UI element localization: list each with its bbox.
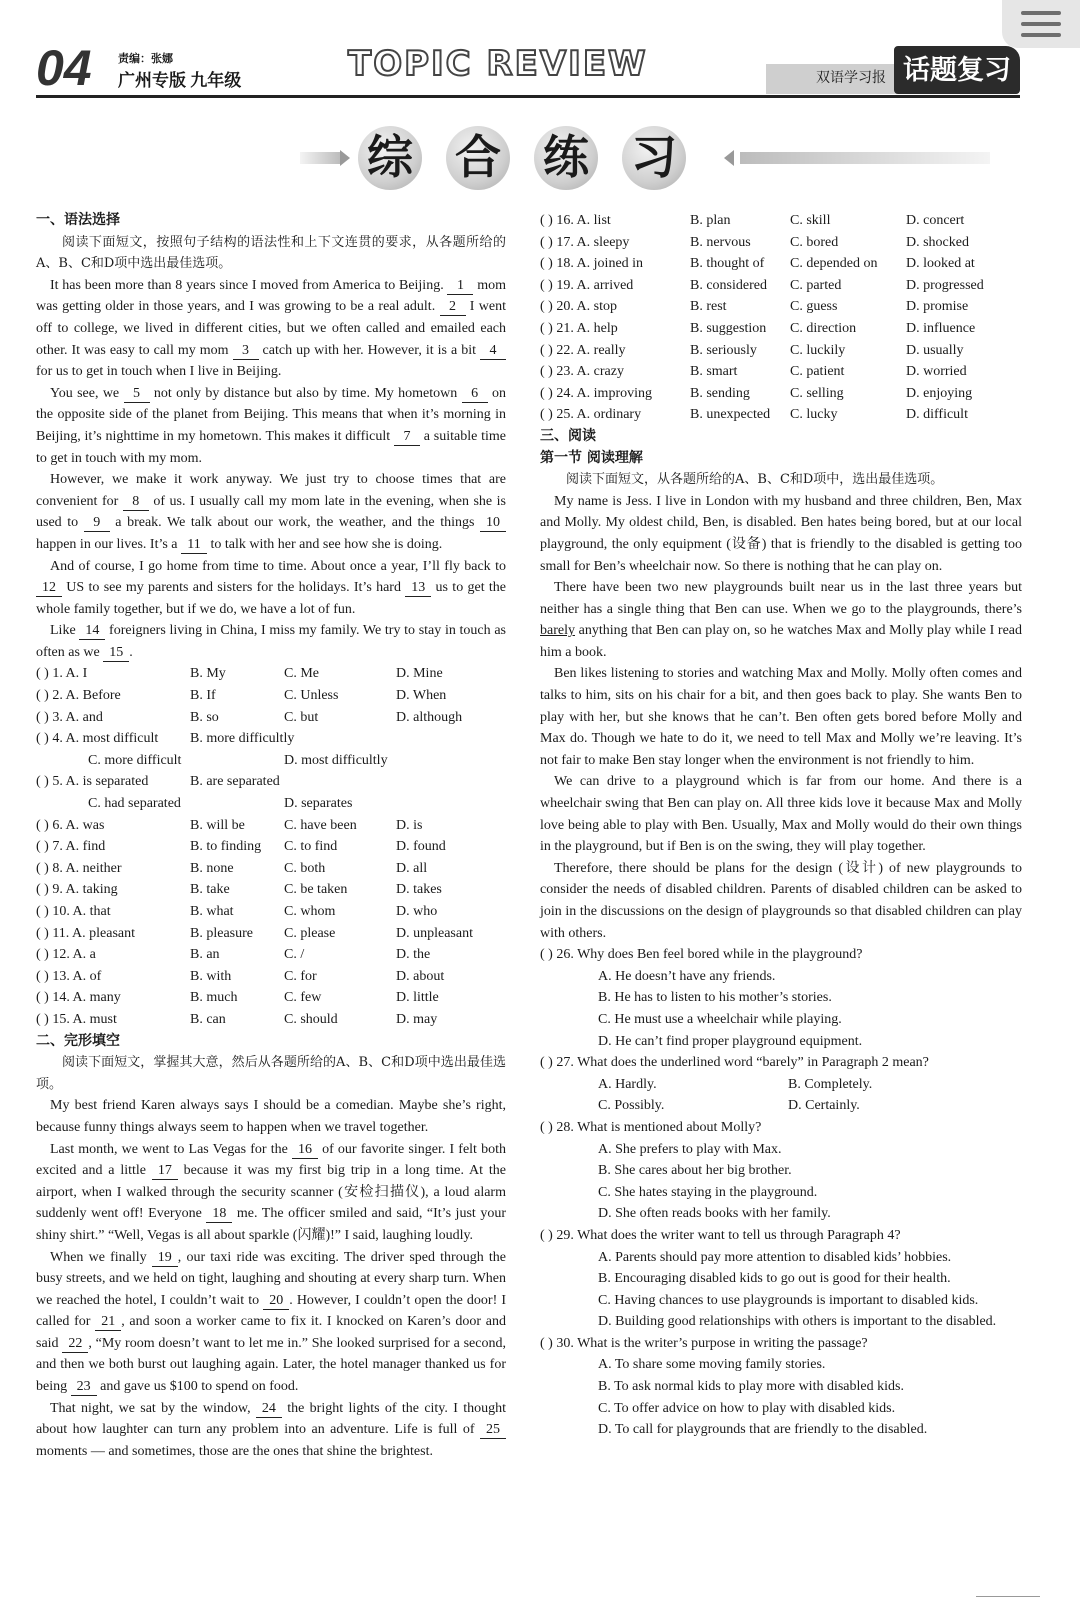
answer-blank: 11 xyxy=(181,537,207,554)
answer-blank: 19 xyxy=(152,1250,178,1267)
option-label: ( ) 1. A. I xyxy=(36,666,88,682)
passage-paragraph: You see, we 5 not only by distance but also by time. My hometown 6 on the opposite side of the planet from Beijing. This means that when it’s morning in Beijing, it’s nighttime in my hometown. This makes it difficult 7 a suitable time to get in touch with my mom. xyxy=(36,385,506,466)
answer-choice: A. Parents should pay more attention to disabled kids’ hobbies. xyxy=(598,1249,952,1265)
option-choice: D. usually xyxy=(906,342,964,358)
option-choice: D. shocked xyxy=(906,234,969,250)
answer-blank: 23 xyxy=(71,1379,97,1396)
option-choice: B. are separated xyxy=(190,774,280,790)
answer-choice: C. Possibly. xyxy=(598,1098,665,1114)
option-choice: C. be taken xyxy=(284,882,348,898)
option-choice: B. to finding xyxy=(190,839,262,855)
answer-blank: 21 xyxy=(95,1314,121,1331)
option-label: ( ) 4. A. most difficult xyxy=(36,731,159,747)
passage-paragraph: It has been more than 8 years since I moved from America to Beijing. 1 mom was getting older in those years, and I was growing to be a real adult. 2 I went off to college, we lived in different cities, but we often called and emailed each other. It was easy to call my mom 3 catch up with her. However, it is a bit 4 for us to get in touch when I live in Beijing. xyxy=(36,277,507,380)
option-choice: C. lucky xyxy=(790,407,838,423)
option-choice: B. considered xyxy=(690,277,767,293)
option-label: ( ) 13. A. of xyxy=(36,968,102,984)
option-choice: C. luckily xyxy=(790,342,846,358)
option-choice: B. none xyxy=(190,860,234,876)
underlined-word: barely xyxy=(540,623,575,639)
passage-paragraph: There have been two new playgrounds built near us in the last three years but neither has a single thing that Ben can use. When we go to the playgrounds, there’s barely anything that Ben can play on, so he watches Max and Molly play while I read him a book. xyxy=(540,580,1022,660)
answer-blank: 6 xyxy=(462,386,488,403)
answer-choice: C. He must use a wheelchair while playing. xyxy=(598,1011,842,1027)
answer-blank: 12 xyxy=(36,580,62,597)
option-row xyxy=(36,685,506,707)
option-choice: D. may xyxy=(396,1011,438,1027)
question-stem: ( ) 26. Why does Ben feel bored while in the playground? xyxy=(540,947,863,963)
option-label: ( ) 23. A. crazy xyxy=(540,364,624,380)
editor-credit: 责编：张娜 xyxy=(118,53,173,65)
option-choice: C. but xyxy=(284,709,319,725)
option-row xyxy=(540,232,1022,254)
option-choice: B. suggestion xyxy=(690,320,767,336)
answer-choice-row xyxy=(540,1074,1022,1096)
answer-blank: 18 xyxy=(206,1206,232,1223)
option-choice: C. / xyxy=(284,947,305,963)
option-label: ( ) 21. A. help xyxy=(540,320,618,336)
reading-passage xyxy=(540,491,1022,944)
option-choice: D. enjoying xyxy=(906,385,973,401)
option-choice: C. both xyxy=(284,860,326,876)
option-choice: D. worried xyxy=(906,364,967,380)
banner-bar-left xyxy=(300,152,340,164)
question-stem: ( ) 30. What is the writer’s purpose in writing the passage? xyxy=(540,1335,868,1351)
option-row xyxy=(36,987,506,1009)
option-choice: B. smart xyxy=(690,364,738,380)
option-label: ( ) 25. A. ordinary xyxy=(540,407,642,423)
banner-arrow-left-icon xyxy=(340,150,350,166)
answer-choice: B. To ask normal kids to play more with disabled kids. xyxy=(598,1379,904,1395)
grammar-section-title: 一、语法选择 xyxy=(36,212,120,228)
option-row xyxy=(36,836,506,858)
answer-choice: B. He has to listen to his mother’s stories. xyxy=(598,990,832,1006)
answer-choice: D. Certainly. xyxy=(788,1098,860,1114)
cloze-instruction: 阅读下面短文，掌握其大意，然后从各题所给的A、B、C和D项中选出最佳选项。 xyxy=(36,1055,506,1092)
option-row xyxy=(36,923,506,945)
option-row xyxy=(36,966,506,988)
answer-choice: A. He doesn’t have any friends. xyxy=(598,968,776,984)
option-choice: B. with xyxy=(190,968,232,984)
option-label: ( ) 6. A. was xyxy=(36,817,105,833)
answer-blank: 4 xyxy=(480,343,506,360)
option-label: ( ) 14. A. many xyxy=(36,990,121,1006)
option-label: ( ) 15. A. must xyxy=(36,1011,117,1027)
option-label: ( ) 16. A. list xyxy=(540,213,611,228)
passage-paragraph: Ben likes listening to stories and watching Max and Molly. Molly often comes and talks to him, sits on his chair for a bit, and then goes back to play. She wants Ben to play with her, but she knows that he can’t. Ben often gets bored before Molly and Max do. Though we hate to do it, we need to tell Max and Molly we’re leaving. It’s not fair to make Ben stay longer when the environment is not friendly to him. xyxy=(540,666,1022,768)
option-choice: C. patient xyxy=(790,364,845,380)
option-choice: C. depended on xyxy=(790,256,878,272)
option-row xyxy=(540,296,1022,318)
answer-blank: 24 xyxy=(256,1401,282,1418)
option-choice: C. selling xyxy=(790,385,844,401)
passage-paragraph: And of course, I go home from time to time. About once a year, I’ll fly back to 12 US to see my parents and sisters for the holidays. It’s hard 13 us to get the whole family together, but if we do, we have a lot of fun. xyxy=(36,558,507,617)
answer-blank: 8 xyxy=(123,494,149,511)
option-choice: D. who xyxy=(396,904,438,919)
option-choice: B. rest xyxy=(690,299,727,315)
answer-blank: 10 xyxy=(480,515,506,532)
passage-paragraph: However, we make it work anyway. We just try to choose times that are convenient for 8 of us. I usually call my mom late in the evening, when she is used to 9 a break. We talk about our work, the weather, and the things 10 happen in our lives. It’s a 11 to talk with her and see how she is doing. xyxy=(36,472,507,552)
option-label: ( ) 18. A. joined in xyxy=(540,256,644,272)
option-row xyxy=(36,858,506,880)
option-row xyxy=(540,361,1022,383)
option-choice: C. bored xyxy=(790,234,839,250)
option-choice: B. more difficultly xyxy=(190,731,295,747)
option-choice: C. had separated xyxy=(88,796,181,812)
answer-blank: 25 xyxy=(480,1422,506,1439)
option-choice: D. found xyxy=(396,839,446,855)
option-choice: D. although xyxy=(396,709,463,725)
answer-choice: A. Hardly. xyxy=(598,1076,657,1092)
option-choice: D. about xyxy=(396,968,445,984)
answer-choice: A. She prefers to play with Max. xyxy=(598,1141,782,1157)
grammar-instruction: 阅读下面短文，按照句子结构的语法性和上下文连贯的要求，从各题所给的A、B、C和D项中选出最佳选项。 xyxy=(36,234,506,272)
page-footer-rule xyxy=(976,1596,1040,1606)
option-choice: B. can xyxy=(190,1011,226,1027)
reading-instruction: 阅读下面短文，从各题所给的A、B、C和D项中，选出最佳选项。 xyxy=(566,472,944,488)
option-choice: C. direction xyxy=(790,320,857,336)
option-label: ( ) 3. A. and xyxy=(36,709,103,725)
option-choice: C. more difficult xyxy=(88,752,182,768)
option-choice: C. guess xyxy=(790,299,838,315)
option-row xyxy=(540,253,1022,275)
option-row xyxy=(540,318,1022,340)
option-label: ( ) 24. A. improving xyxy=(540,385,652,401)
option-choice: C. should xyxy=(284,1011,338,1027)
answer-choice: C. To offer advice on how to play with disabled kids. xyxy=(598,1400,896,1416)
edition-label: 广州专版 九年级 xyxy=(118,71,242,90)
answer-choice: D. Building good relationships with others is important to the disabled. xyxy=(598,1314,997,1330)
cloze-passage xyxy=(36,1095,506,1462)
option-choice: D. is xyxy=(396,817,423,833)
option-row xyxy=(36,879,506,901)
answer-blank: 22 xyxy=(62,1336,88,1353)
question-stem: ( ) 29. What does the writer want to tell us through Paragraph 4? xyxy=(540,1227,901,1243)
option-label: ( ) 11. A. pleasant xyxy=(36,925,136,941)
option-choice: B. will be xyxy=(190,817,245,833)
cloze-section-title: 二、完形填空 xyxy=(36,1032,120,1049)
answer-choice: D. He can’t find proper playground equipment. xyxy=(598,1033,863,1049)
passage-paragraph: Therefore, there should be plans for the design (设计) of new playgrounds to consider the needs of disabled children. Parents of disabled children can be asked to join in the discussions on the design of playgrounds so that disabled children can play with others. xyxy=(540,860,1022,941)
answer-choice: C. Having chances to use playgrounds is important to disabled kids. xyxy=(598,1292,979,1308)
option-row xyxy=(36,663,506,685)
option-choice: C. few xyxy=(284,990,322,1006)
option-row xyxy=(36,815,506,837)
option-row xyxy=(36,944,506,966)
option-label: ( ) 22. A. really xyxy=(540,342,626,358)
banner-char: 合 xyxy=(446,126,510,190)
option-row xyxy=(36,1009,506,1031)
answer-choice: D. She often reads books with her family. xyxy=(598,1206,831,1222)
option-row xyxy=(36,901,506,923)
grammar-passage xyxy=(36,275,506,664)
option-label: ( ) 19. A. arrived xyxy=(540,277,634,293)
answer-blank: 16 xyxy=(292,1142,318,1159)
option-choice: D. looked at xyxy=(906,256,975,272)
answer-blank: 20 xyxy=(263,1293,289,1310)
answer-blank: 7 xyxy=(394,429,420,446)
option-choice: B. much xyxy=(190,990,238,1006)
answer-choice: D. To call for playgrounds that are friendly to the disabled. xyxy=(598,1422,928,1438)
answer-blank: 17 xyxy=(152,1163,178,1180)
option-choice: B. pleasure xyxy=(190,925,253,941)
option-row xyxy=(36,707,506,729)
option-label: ( ) 17. A. sleepy xyxy=(540,234,630,250)
option-label: ( ) 7. A. find xyxy=(36,839,106,855)
option-choice: C. to find xyxy=(284,839,338,855)
question-stem: ( ) 27. What does the underlined word “barely” in Paragraph 2 mean? xyxy=(540,1055,929,1071)
option-row xyxy=(36,728,506,750)
option-choice: B. If xyxy=(190,688,216,704)
paper-name: 双语学习报 xyxy=(766,64,936,94)
option-choice: C. parted xyxy=(790,277,842,293)
passage-paragraph: My best friend Karen always says I should be a comedian. Maybe she’s right, because funny things always seem to happen when we travel together. xyxy=(36,1098,506,1135)
passage-paragraph: My name is Jess. I live in London with my husband and three children, Ben, Max and Molly. My oldest child, Ben, is disabled. Ben hates being bored, but at our local playground, the only equipment (设备) that is friendly to the disabled is getting too small for Ben’s wheelchair now. So there is nothing that he can play on. xyxy=(540,493,1022,574)
banner-char: 习 xyxy=(622,126,686,190)
option-choice: B. take xyxy=(190,882,230,898)
option-row xyxy=(540,340,1022,362)
option-choice: D. concert xyxy=(906,213,965,228)
answer-choice: A. To share some moving family stories. xyxy=(598,1357,826,1373)
cloze-options xyxy=(540,210,1022,426)
grammar-options xyxy=(36,663,506,1030)
option-choice: B. My xyxy=(190,666,226,682)
option-row xyxy=(540,383,1022,405)
option-choice: D. Mine xyxy=(396,666,443,682)
option-choice: C. skill xyxy=(790,213,831,228)
option-choice: B. plan xyxy=(690,213,731,228)
option-row xyxy=(540,210,1022,232)
answer-choice: B. Encouraging disabled kids to go out is good for their health. xyxy=(598,1271,951,1287)
question-stem: ( ) 28. What is mentioned about Molly? xyxy=(540,1119,762,1135)
left-column xyxy=(36,210,506,1462)
banner-arrow-right-icon xyxy=(724,150,734,166)
right-column xyxy=(540,210,1022,1441)
option-choice: D. the xyxy=(396,947,431,963)
option-choice: C. whom xyxy=(284,904,336,919)
option-row-continued xyxy=(36,793,506,815)
answer-blank: 2 xyxy=(440,299,466,316)
option-choice: D. all xyxy=(396,860,428,876)
option-choice: D. influence xyxy=(906,320,976,336)
option-row xyxy=(540,275,1022,297)
option-row xyxy=(540,404,1022,426)
option-choice: B. seriously xyxy=(690,342,757,358)
passage-paragraph: Last month, we went to Las Vegas for the 16 of our favorite singer. I felt both excited and a little 17 because it was my first big trip in a long time. At the airport, when I walked through the security scanner (安检扫描仪), a loud alarm suddenly went off! Everyone 18 me. The officer smiled and said, “It’s just your shiny shirt.” “Well, Vegas is all about sparkle (闪耀)!” I said, laughing loudly. xyxy=(36,1141,506,1243)
passage-paragraph: That night, we sat by the window, 24 the bright lights of the city. I thought about how laughter can turn any problem into an adventure. Life is full of 25 moments — and sometimes, those are the ones that shine the brightest. xyxy=(36,1400,506,1459)
option-choice: C. for xyxy=(284,968,317,984)
answer-blank: 15 xyxy=(103,645,129,662)
answer-choice-row xyxy=(540,1095,1022,1117)
option-choice: D. When xyxy=(396,688,447,704)
banner-char: 练 xyxy=(534,126,598,190)
topic-review-cn: 话题复习 xyxy=(894,46,1020,94)
option-choice: B. nervous xyxy=(690,234,751,250)
option-choice: D. unpleasant xyxy=(396,925,473,941)
option-choice: D. difficult xyxy=(906,407,968,423)
option-label: ( ) 20. A. stop xyxy=(540,299,617,315)
answer-blank: 5 xyxy=(124,386,150,403)
passage-paragraph: We can drive to a playground which is far from our home. And there is a wheelchair swing that Ben can play on. All three kids love it because Max and Molly love being able to play with Ben. Usually, Max and Molly would do their own things in the playground, but if Ben is on the swing, they will play together. xyxy=(540,774,1022,855)
answer-choice: C. She hates staying in the playground. xyxy=(598,1184,818,1200)
option-label: ( ) 8. A. neither xyxy=(36,860,122,876)
option-row xyxy=(36,771,506,793)
option-choice: D. progressed xyxy=(906,277,984,293)
option-choice: D. little xyxy=(396,990,439,1006)
option-choice: B. an xyxy=(190,947,220,963)
reading-questions xyxy=(540,944,1022,1441)
option-choice: D. takes xyxy=(396,882,442,898)
option-choice: C. have been xyxy=(284,817,357,833)
answer-blank: 14 xyxy=(79,623,105,640)
option-choice: B. what xyxy=(190,904,234,919)
option-label: ( ) 2. A. Before xyxy=(36,688,121,704)
issue-number: 04 xyxy=(36,40,92,96)
option-label: ( ) 5. A. is separated xyxy=(36,774,149,790)
section-banner xyxy=(0,118,1080,198)
banner-char: 综 xyxy=(358,126,422,190)
option-choice: D. most difficultly xyxy=(284,752,388,768)
option-choice: D. separates xyxy=(284,796,353,812)
answer-choice: B. Completely. xyxy=(788,1076,873,1092)
option-choice: D. promise xyxy=(906,299,969,315)
option-choice: C. Me xyxy=(284,666,319,682)
menu-icon xyxy=(1021,11,1061,15)
banner-bar-right xyxy=(740,152,990,164)
reading-subtitle: 第一节 阅读理解 xyxy=(540,449,643,466)
topic-review-title: TOPIC REVIEW xyxy=(348,44,648,84)
option-choice: B. sending xyxy=(690,385,750,401)
answer-blank: 13 xyxy=(405,580,431,597)
option-choice: C. Unless xyxy=(284,688,339,704)
answer-choice: B. She cares about her big brother. xyxy=(598,1163,792,1179)
option-label: ( ) 12. A. a xyxy=(36,947,96,963)
option-label: ( ) 9. A. taking xyxy=(36,882,118,898)
option-choice: C. please xyxy=(284,925,336,941)
option-row-continued xyxy=(36,750,506,772)
option-choice: B. unexpected xyxy=(690,407,771,423)
option-choice: B. thought of xyxy=(690,256,765,272)
reading-section-title: 三、阅读 xyxy=(540,427,596,444)
option-choice: B. so xyxy=(190,709,219,725)
page-header xyxy=(36,40,1020,98)
passage-paragraph: When we finally 19 , our taxi ride was exciting. The driver sped through the busy streets, and we held on tight, laughing and shouting at every sharp turn. When we reached the hotel, I couldn’t wait to 20 . However, I couldn’t open the door! I called for 21 , and soon a worker came to fix it. I knocked on Karen’s door and said 22 , “My room doesn’t want to let me in.” She looked surprised for a second, and then we both burst out laughing again. Later, the hotel manager thanked us for being 23 and gave us $100 to spend on food. xyxy=(36,1249,507,1395)
answer-blank: 3 xyxy=(233,343,259,360)
option-label: ( ) 10. A. that xyxy=(36,904,111,919)
passage-paragraph: Like 14 foreigners living in China, I miss my family. We try to stay in touch as often as we 15 . xyxy=(36,623,506,660)
answer-blank: 1 xyxy=(447,278,473,295)
answer-blank: 9 xyxy=(84,515,110,532)
